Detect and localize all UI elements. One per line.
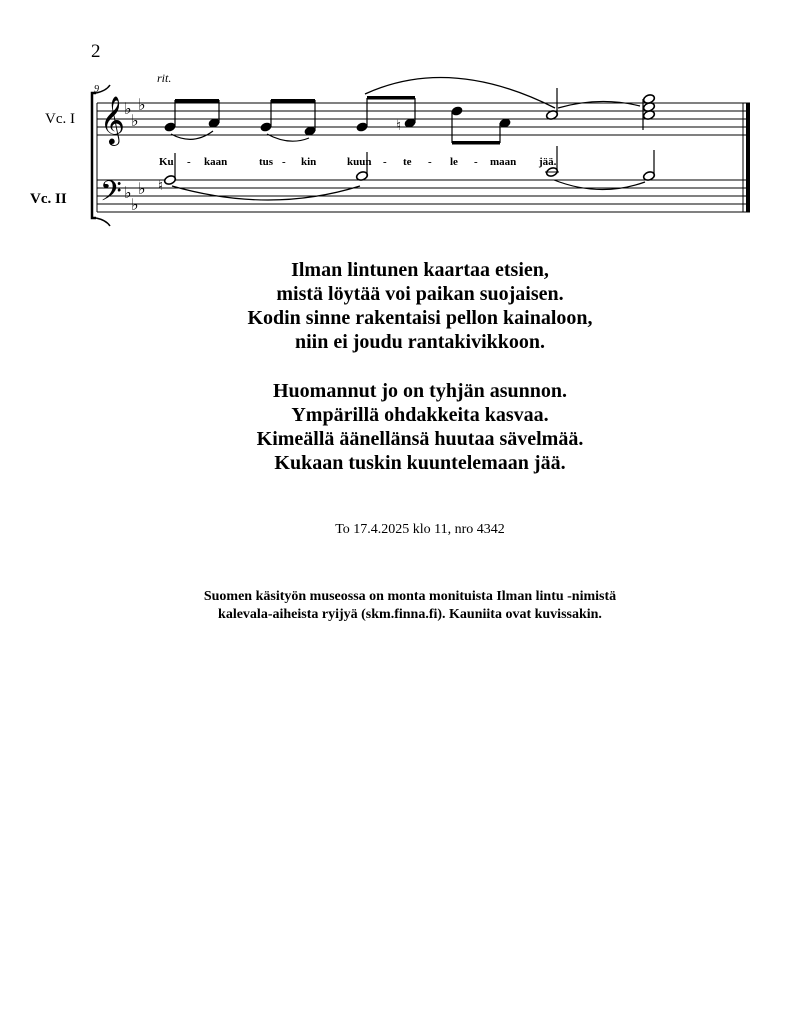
svg-text:♭: ♭ [131,195,139,214]
lyric-hyphen: - [282,156,286,168]
svg-text:♭: ♭ [138,95,146,114]
poem-stanza [150,379,690,475]
poem-line: mistä löytää voi paikan suojaisen. [276,283,564,305]
museum-note [120,588,700,624]
poem-line: Kukaan tuskin kuuntelemaan jää. [274,452,566,474]
lyric-syllable: te [403,156,412,168]
poem-line: Kimeällä äänellänsä huutaa sävelmää. [256,428,584,450]
poem-line: Huomannut jo on tyhjän asunnon. [273,380,567,402]
svg-text:♭: ♭ [124,99,132,118]
svg-text:♮: ♮ [158,178,164,194]
lyric-syllable: kuun [347,156,372,168]
poem-line: niin ei joudu rantakivikkoon. [294,331,546,353]
part-label-vc2: Vc. II [30,191,67,207]
svg-text:♮: ♮ [396,118,402,134]
lyric-syllable: maan [490,156,517,168]
poem-line: Ilman lintunen kaartaa etsien, [291,259,549,281]
note-line: kalevala-aiheista ryijyä (skm.finna.fi). Kauniita ovat kuvissakin. [218,607,602,622]
tempo-marking: rit. [157,71,172,85]
part-label-vc1: Vc. I [45,111,75,127]
svg-text:♭: ♭ [124,183,132,202]
lyric-hyphen: - [474,156,478,168]
lyrics [159,156,557,168]
note-line: Suomen käsityön museossa on monta monituista Ilman lintu -nimistä [203,589,617,604]
lyric-hyphen: - [383,156,387,168]
music-score [0,0,791,230]
staff-vc2 [97,180,750,212]
system-brace [92,93,96,218]
key-signature-vc1 [124,95,146,130]
lyric-hyphen: - [428,156,432,168]
lyric-syllable: le [450,156,458,168]
notes-vc2 [158,146,655,200]
bass-clef-icon: 𝄢 [100,175,122,215]
poem-line: Kodin sinne rakentaisi pellon kainaloon, [247,307,593,329]
lyric-syllable: tus [259,156,274,168]
lyric-syllable: jää. [539,156,557,168]
poem-line: Ympärillä ohdakkeita kasvaa. [291,404,549,426]
treble-clef-icon: 𝄞 [100,95,125,144]
key-signature-vc2 [124,179,146,214]
lyric-syllable: kin [301,156,317,168]
lyric-syllable: kaan [204,156,228,168]
page-number: 2 [91,41,101,62]
svg-text:♭: ♭ [138,179,146,198]
poem-stanza [150,258,690,354]
lyric-hyphen: - [187,156,191,168]
date-line: To 17.4.2025 klo 11, nro 4342 [335,522,505,537]
lyric-syllable: Ku [159,156,174,168]
measure-number: 9 [94,84,99,95]
svg-text:♭: ♭ [131,111,139,130]
